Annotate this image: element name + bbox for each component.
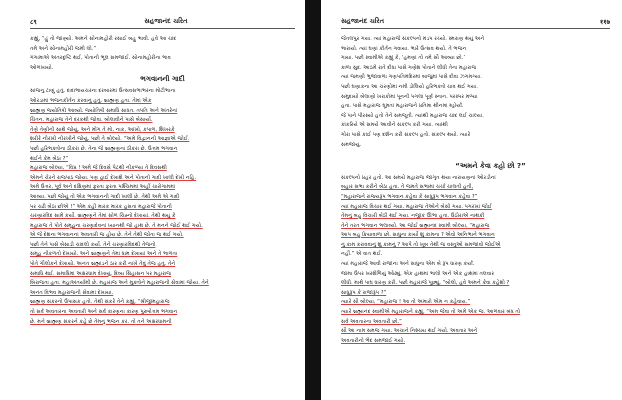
text-line: હતા. પાસે મહારાજ ઘૂમતાં મહારાજને પ્રતિમા થીનમાં મ્હોર્યાં. xyxy=(341,103,464,110)
text-line: બિરાજતા હતા. મહાઅંતર્યામી છે. મહારાજ અને મુક્તોને મહારાજની સેવામાં જોયા. તેને xyxy=(30,280,209,287)
text-line: અમે ઉત્તર, પૂર્વ અને દક્ષિણમાં ફરતા ફરતા પશ્ચિમમાં અહીં ચારોગામમાં xyxy=(30,184,176,191)
text-line: ચરણારવિંદ સામે કર્યો. બ્રાહ્મણને તેમાં સોળ ચિહ્નો દેખાયાં. તેથી થયું કે xyxy=(30,213,176,220)
text-line: બહાર સભા કરીને બેઠા હતા. તે જમતે સભામાં ચર્ચા ચાલતી હતી, xyxy=(341,184,474,191)
text-line: પર ચઢી બેઠા છીએ !” એમ કહી મારક મારક હસતા મહારાજે પોતાની xyxy=(30,203,172,210)
text-line: ત્યાં મહારાજે આવી રાજાના અને સાધુના એમ બે રૂપ ધારણ કર્યાં. xyxy=(341,261,475,268)
text-line: એ જે દેશના ભગવાનનાં અવતારી જ હોય છે. તેને તેથી જોતા જ થઈ ગયો. xyxy=(30,232,184,239)
text-line: પછી હરિભક્તોના ઠીકરા છે. તેના જે બ્રાહ્મણના ઠીકરા છે. ઉત્તમ ભગવાન xyxy=(30,145,178,152)
left-intro xyxy=(30,35,295,73)
right-page-running-title: સહજાનંદ ચરિત xyxy=(341,17,384,25)
text-line: ગોરા પાસે કાંઈ પણ દર્શન કરી સંકલ્પ હતો. સંકલ્પ થયો. ત્યારે xyxy=(341,131,471,138)
right-intro xyxy=(341,35,610,150)
text-line: પછી ઘણાકના આ ચરણોમાં નમી ડોલિયો હરિભક્તો ચાવ થઈ ગયા. xyxy=(341,83,478,90)
text-line: સંકલ્પનો પ્રહર હતો. આ સમયે મહારાજ જાગૃત થયા નારાયણનાં ઓરડીનાં xyxy=(341,174,496,181)
text-line: નહીં.” એ વાત થઈ. xyxy=(341,251,383,258)
text-line: જેતલપુર ગયા. ત્યાં મહારાજે સંકલ્પનો મંડપ રચ્યો. સ્મરાણ થયું અને xyxy=(341,36,485,42)
text-line: ભારાયો. ત્યાં ઘણાં કીર્તન ગવાયા. ભારે ઉત્સવ થયો. તે ભજન xyxy=(341,45,467,52)
right-page-number: ११७ xyxy=(599,18,610,26)
text-line: સાંજનુ ટાણું હતું. દાદાભાયચરના દરબારમાં ઉત્સવસભાભરના મોટીભાના xyxy=(30,88,176,95)
text-line: કહ્યું, “હું તો જાણ્યો. અમને સોનામહોરી રસાઈ બહુ ભાવી. હવે આ ચાંદ xyxy=(30,36,177,42)
text-line: ગંગામાએ અંતરદૃષ્ટિ થઈ, પોતાની ભૂલ સમજાઈ. સોનામહોરીના ભાવ xyxy=(30,55,171,62)
text-line: બ્રાહ્મણ સંકરનો ઉપાસક હતો. તેથી સંકરે તેને કહ્યું, “શ્રીજીમહારાજ xyxy=(30,299,170,306)
text-line: ઓરડામાં ભજનકીર્તન કરવાનું હતું. બ્રાહ્મણ હતા. તેમાં એક xyxy=(30,97,152,104)
text-line: કાંકરિયે એ સમયે આવીને સંકલ્પ કરી ગયા. ત્યાંથી xyxy=(341,122,448,129)
text-line: ત્યાં જમણી ભુજાવાળા ગણપતિમંદિરમાં બાજુમાં પાસે દીવા ઝગમગ્યા. xyxy=(341,74,482,81)
text-line: સમજાયું. xyxy=(341,141,362,148)
text-line: ઓળખાયો. xyxy=(30,64,54,71)
right-main-text xyxy=(341,174,610,347)
text-line: છે. મને બ્રાહ્મણ સંકરને કહે છે તેમનું ભજન કર. તો તને અક્ષરધામની xyxy=(30,318,172,325)
text-line: તેણે તેણીની સાથે જોયું. અને મોંગ તે મો, નાક, આંખો, કપાળ, શિખરકે xyxy=(30,126,175,133)
text-line: ત્યાં મહારાજ વિચાર થઈ ગયા. મહારાજ તેઓને બેસી ગયા. પગરખાં જોઈ xyxy=(341,203,492,210)
right-page-header xyxy=(341,6,610,29)
text-line: તેને તરત ભગવાન ભલાવ્યો. આ જોઈ બ્રહ્માનંદ સ્વામી બોલ્યા, “મહારાજ xyxy=(341,222,490,229)
text-line: અનંત વિભવ મહારાજની સેવામાં દેખાયા. xyxy=(30,289,114,296)
text-line: શરીરે નીરખી નીરખીને જોયું. પછી તે બોલ્યો. “અમે વિદ્વાનની આજ્ઞાએ જોઈ. xyxy=(30,136,190,143)
text-line: તો સર્વ અવતારના અવતારી અને સર્વ કારણના કારણ પુરુષોત્તમ ભગવાન xyxy=(30,309,178,316)
text-line: એમને ચેરને રાજપાઠ જોયા. પણ હાઈ દેખાશે અને પોતાની ગાદી ખાલી દેખી નહિ. xyxy=(30,174,197,181)
text-line: નું કામ કરાવવાનું શું કામનું ? આપે તો ખૂબ તેથી જ વસ્તુઓ સમજાવો જોઈએ xyxy=(341,241,501,248)
text-line: મહારાજ બોલ્યા, “વિપ્ર ! અમે જે દિવસે પેટથી નીકળ્યા તે દિવસથી xyxy=(30,165,167,172)
text-line: જામા ઉપર ખરશેળિયું ઓઢ્યું. એક હાથમાં ભાલો અને એક હાથમાં તલવાર xyxy=(341,270,495,277)
text-line: આવ્યા. પછી જોયું તો એક ભગવાનની ગાદી ખાલી છે. તેથી અમે એ ગાદી xyxy=(30,193,180,200)
text-line: સમૂહ નીકળતો દેખાયો. અને બ્રાહ્મણને તેમાં ધામ દેખાયાં અને તે ભાળતા xyxy=(30,251,178,258)
text-line: લીધી. માથે પાઘ ધારણ કરી. પછી મહારાજે પૂછ્યું, “બોલો, હવે અમને કેવા કહેશો ? xyxy=(341,280,510,287)
right-section-title: “અમને કેવા કહો છો ?” xyxy=(455,161,526,170)
left-page-header xyxy=(30,6,295,29)
text-line: સર્વ અવતારના અવતારી છો.” xyxy=(341,318,402,325)
text-line: ત્યારે બ્રહ્માનંદ સ્વામીએ મહારાજને કહ્યું, “અમ જેવા તો અમે એક જ. આળવાર બંધ તો xyxy=(341,309,521,316)
text-line: સાધુરૂપ કે રાજારૂપ ?” xyxy=(341,289,387,296)
text-line: ગાયા. પછી સ્વામીએ કહ્યું કે, ‘હમણાં તો તમે સૌ આવ્યા છો.’ xyxy=(341,55,466,62)
text-line: થઈને કેમ બેઠા ?” xyxy=(30,155,69,162)
text-line: સૌ આ નામ સમજ ગયા. અચાને નિશ્ચય થઈ ગયો. અવતાર અને xyxy=(341,328,478,335)
text-line: પછી તેને પાસે બેસાડી ચાંદલો કર્યો. તેને ચરણારવિંદથી તેજનો xyxy=(30,241,156,248)
left-section-title: ભગવાનની ગાદી xyxy=(140,75,185,84)
text-line: જે પાને પીરસ્યો હતો તેને સમજૂતી. ત્યાંથી મહારાજ ચાંદ લઈ ચાલ્યા. xyxy=(341,112,484,119)
text-line: પોતે ગૌલોકને દેખાયો. અનંત બ્રહ્માંડને ઠાર કરી નાખે તેવું તેજ હતું. તેને xyxy=(30,261,176,268)
left-page xyxy=(0,0,305,400)
text-line: બ્રાહ્મણ જ્યોતિષી આવ્યો. જ્યોતિષી સમાધિ સાધત. તપતિ અને અંતરેનાં xyxy=(30,107,178,114)
text-line: આપ બહુ ક્રિયાવાળા છો. સાધુના કાર્યો શું કામના ? એવો અનિભાને ભગવાન xyxy=(341,232,495,239)
left-page-running-title: સહજાનંદ ચરિત xyxy=(144,17,188,25)
text-line: તેમનું બહુ વિચારી બેઠી થઈ ગયા. નજીક ઊભા હતા. ઉઠોરાએ નાથકી xyxy=(341,213,485,220)
text-line: ત્યારે સૌ બોલ્યા, “મહારાજ ! આ તો અમારો એમ ન કહેવાય.” xyxy=(341,299,471,306)
text-line: અવતારીનો ભેદ સમજાઈ ગયો. xyxy=(341,337,406,344)
text-line: મહારાજ તે પોતે સમૂહના ચરણાદેવનાં ધ્યાનથી જો હાથ છે. તે મનને જોઈ થઈ ગયો. xyxy=(30,222,203,229)
left-page-number: ८९ xyxy=(30,18,37,26)
text-line: “મહારાજને રાજ્યરૂપ ભગવાન કહેવા કે સાધુરૂપ ભગવાન કહેવા ?” xyxy=(341,193,478,200)
left-page-body xyxy=(30,35,295,327)
text-line: ચિંતન. મહારાજ તેને દરકથી જોવા. બોલાવીને પાસે બેસાર્યો. xyxy=(30,117,153,124)
left-main-text xyxy=(30,87,295,327)
text-line: સમુદાયો બેલાણો ખરાકોમાં પૂનની પગલાં પૂર્ણ સ્નાન. પરસ્પર મળ્યા xyxy=(341,93,478,100)
right-page xyxy=(321,0,622,400)
text-line: સમાધિ થઈ. સમાધિમાં અક્ષરધામ દેખાયું. દિવ્ય સિંહાસન પર મહારાજ xyxy=(30,270,172,277)
right-page-body xyxy=(341,35,610,346)
text-line: કાળા સુદ. આઠમે રાતે દીધા પાસે ગણેશ પોતાને લીધી તેના મહારાજ xyxy=(341,64,477,71)
text-line: તમે અને સોનામહોરી જમી લો.” xyxy=(30,45,97,52)
